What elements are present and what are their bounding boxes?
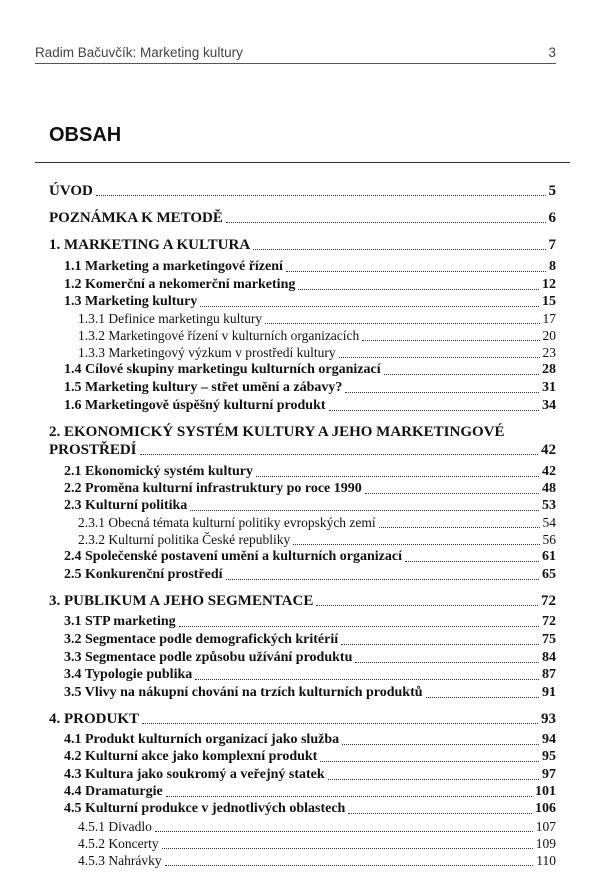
toc-label: 1.1 Marketing a marketingové řízení xyxy=(64,259,283,274)
toc-label: 1.5 Marketing kultury – střet umění a zábavy? xyxy=(64,380,343,395)
toc-page: 65 xyxy=(542,567,556,582)
toc-page: 97 xyxy=(542,767,556,782)
toc-page: 95 xyxy=(542,749,556,764)
toc-label: 4.1 Produkt kulturních organizací jako služba xyxy=(64,732,340,747)
toc-page: 107 xyxy=(535,819,556,834)
toc-page: 53 xyxy=(542,498,556,513)
toc-label: 2.3 Kulturní politika xyxy=(64,498,188,513)
toc-page: 56 xyxy=(542,532,556,547)
toc-entry xyxy=(64,766,556,784)
toc-label: 1.6 Marketingově úspěšný kulturní produkt xyxy=(64,398,326,413)
toc-entry xyxy=(64,258,556,276)
toc-label: 3.5 Vlivy na nákupní chování na trzích kulturních produktů xyxy=(64,685,423,700)
toc-leader xyxy=(328,779,539,780)
toc-label: 2. EKONOMICKÝ SYSTÉM KULTURY A JEHO MARKETINGOVÉ xyxy=(49,424,505,440)
toc-leader xyxy=(96,195,546,196)
toc-entry xyxy=(64,800,556,818)
toc-entry xyxy=(64,497,556,515)
toc-page: 17 xyxy=(542,311,556,326)
toc-label: 4. PRODUKT xyxy=(49,711,139,727)
toc-label: 4.5.1 Divadlo xyxy=(78,819,152,834)
toc-entry xyxy=(78,344,556,362)
toc-entry xyxy=(64,480,556,498)
toc-page: 101 xyxy=(535,784,556,799)
toc-leader xyxy=(341,644,539,645)
toc-entry xyxy=(64,649,556,667)
toc-label: 2.1 Ekonomický systém kultury xyxy=(64,464,254,479)
toc-entry xyxy=(64,463,556,481)
toc-leader xyxy=(166,796,532,797)
toc-entry xyxy=(78,327,556,345)
toc-page: 61 xyxy=(542,549,556,564)
toc-leader xyxy=(256,476,539,477)
toc-page: 5 xyxy=(548,183,556,199)
page-title: OBSAH xyxy=(49,124,122,146)
toc-label: 1.3 Marketing kultury xyxy=(64,294,198,309)
toc-leader xyxy=(320,761,539,762)
toc-label: 1.4 Cílové skupiny marketingu kulturních organizací xyxy=(64,362,381,377)
toc-page: 106 xyxy=(535,801,556,816)
toc-page: 94 xyxy=(542,732,556,747)
toc-label: 1.3.2 Marketingové řízení v kulturních organizacích xyxy=(78,328,360,343)
toc-page: 72 xyxy=(542,614,556,629)
toc-entry xyxy=(49,592,556,610)
toc-page: 42 xyxy=(541,442,556,458)
toc-page: 8 xyxy=(549,259,556,274)
toc-leader xyxy=(195,679,539,680)
toc-leader xyxy=(226,222,546,223)
toc-leader xyxy=(179,626,539,627)
toc-leader xyxy=(298,289,539,290)
toc-leader xyxy=(253,249,545,250)
toc-label: 4.2 Kulturní akce jako komplexní produkt xyxy=(64,749,318,764)
toc-leader xyxy=(316,605,538,606)
toc-entry xyxy=(78,310,556,328)
toc-leader xyxy=(348,813,532,814)
toc-page: 75 xyxy=(542,632,556,647)
toc-leader xyxy=(339,357,540,358)
toc-entry xyxy=(64,731,556,749)
toc-leader xyxy=(155,831,533,832)
toc-entry xyxy=(64,566,556,584)
toc-label: 2.2 Proměna kulturní infrastruktury po roce 1990 xyxy=(64,481,362,496)
toc-label: 3.2 Segmentace podle demografických kritérií xyxy=(64,632,339,647)
toc-label: 1.3.3 Marketingový výzkum v prostředí kultury xyxy=(78,345,336,360)
title-divider xyxy=(35,162,570,163)
toc-entry xyxy=(64,293,556,311)
toc-label: 4.5.3 Nahrávky xyxy=(78,853,162,868)
toc-page: 91 xyxy=(542,685,556,700)
toc-entry xyxy=(64,548,556,566)
running-header xyxy=(35,45,556,64)
toc-leader xyxy=(329,410,539,411)
toc-leader xyxy=(162,848,533,849)
toc-page: 31 xyxy=(542,380,556,395)
toc-entry xyxy=(49,710,556,728)
toc-entry xyxy=(64,613,556,631)
toc-leader xyxy=(384,374,539,375)
toc-leader xyxy=(405,561,539,562)
toc-page: 34 xyxy=(542,398,556,413)
toc-leader xyxy=(362,340,539,341)
toc-label: 2.4 Společenské postavení umění a kulturních organizací xyxy=(64,549,402,564)
toc-entry xyxy=(64,783,556,801)
toc-leader xyxy=(379,527,540,528)
toc-label: ÚVOD xyxy=(49,183,93,199)
toc-leader xyxy=(365,493,539,494)
toc-page: 15 xyxy=(542,294,556,309)
toc-label: 3. PUBLIKUM A JEHO SEGMENTACE xyxy=(49,593,314,609)
toc-label-continued: PROSTŘEDÍ xyxy=(49,442,137,458)
toc-leader xyxy=(200,306,539,307)
toc-label: POZNÁMKA K METODĚ xyxy=(49,210,223,226)
toc-entry xyxy=(78,531,556,549)
toc-entry xyxy=(64,684,556,702)
toc-page: 54 xyxy=(542,515,556,530)
toc-page: 23 xyxy=(542,345,556,360)
toc-leader xyxy=(165,865,534,866)
toc-page: 20 xyxy=(542,328,556,343)
toc-page: 28 xyxy=(542,362,556,377)
toc-entry xyxy=(64,276,556,294)
toc-entry xyxy=(49,236,556,254)
toc-entry xyxy=(64,666,556,684)
toc-label: 3.4 Typologie publika xyxy=(64,667,193,682)
toc-label: 1. MARKETING A KULTURA xyxy=(49,237,251,253)
toc-page: 87 xyxy=(542,667,556,682)
toc-label: 4.5.2 Koncerty xyxy=(78,836,159,851)
toc-entry xyxy=(78,818,556,836)
toc-page: 48 xyxy=(542,481,556,496)
toc-entry xyxy=(49,182,556,200)
toc-page: 110 xyxy=(536,853,556,868)
toc-label: 2.3.2 Kulturní politika České republiky xyxy=(78,532,291,547)
toc-leader xyxy=(265,323,539,324)
toc-entry xyxy=(64,631,556,649)
toc-label: 4.3 Kultura jako soukromý a veřejný statek xyxy=(64,767,325,782)
toc-entry xyxy=(64,379,556,397)
toc-entry xyxy=(64,748,556,766)
toc-leader xyxy=(286,271,546,272)
toc-page: 6 xyxy=(548,210,556,226)
toc-label: 2.3.1 Obecná témata kulturní politiky evropských zemí xyxy=(78,515,376,530)
toc-label: 4.4 Dramaturgie xyxy=(64,784,163,799)
toc-page: 42 xyxy=(542,464,556,479)
toc-leader xyxy=(342,744,539,745)
toc-label: 4.5 Kulturní produkce v jednotlivých oblastech xyxy=(64,801,346,816)
toc-leader xyxy=(142,723,538,724)
toc-entry xyxy=(64,397,556,415)
toc-entry xyxy=(78,514,556,532)
toc-leader xyxy=(293,544,539,545)
toc-page: 84 xyxy=(542,650,556,665)
toc-label: 2.5 Konkurenční prostředí xyxy=(64,567,223,582)
page-number: 3 xyxy=(548,45,556,60)
toc-leader xyxy=(426,697,539,698)
toc-leader xyxy=(190,510,539,511)
toc-entry xyxy=(78,852,556,870)
toc-page: 12 xyxy=(542,277,556,292)
toc-entry xyxy=(64,361,556,379)
running-title: Radim Bačuvčík: Marketing kultury xyxy=(35,45,243,60)
toc-leader xyxy=(226,579,539,580)
toc-page: 7 xyxy=(548,237,556,253)
toc-leader xyxy=(140,454,538,455)
toc-label: 3.3 Segmentace podle způsobu užívání produktu xyxy=(64,650,353,665)
toc-page: 109 xyxy=(535,836,556,851)
toc-label: 1.2 Komerční a nekomerční marketing xyxy=(64,277,296,292)
toc-label: 3.1 STP marketing xyxy=(64,614,176,629)
toc-entry xyxy=(49,209,556,227)
toc-entry xyxy=(49,441,556,459)
toc-entry xyxy=(78,835,556,853)
toc-label: 1.3.1 Definice marketingu kultury xyxy=(78,311,263,326)
toc-leader xyxy=(345,392,539,393)
toc-page: 72 xyxy=(541,593,556,609)
toc-page: 93 xyxy=(541,711,556,727)
toc-leader xyxy=(355,662,539,663)
